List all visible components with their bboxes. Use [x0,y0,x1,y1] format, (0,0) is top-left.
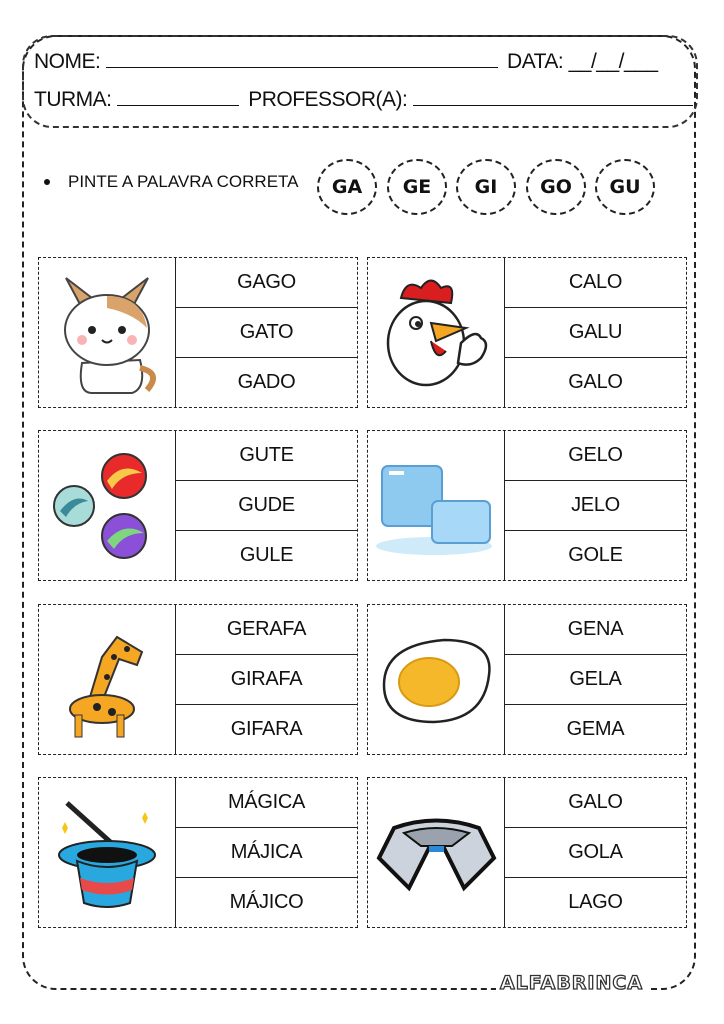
instruction [44,172,299,192]
word-card [367,604,687,755]
word-options [175,258,357,407]
marbles-icon [39,431,175,580]
name-line [34,49,658,74]
rooster-icon [368,258,504,407]
word-card [38,257,358,408]
word-options [175,778,357,927]
word-option[interactable]: CALO [505,258,686,308]
brand-logo: ALFABRINCA [496,972,647,994]
word-card [38,430,358,581]
word-options [175,605,357,754]
syllable-ga: GA [317,159,377,215]
name-field[interactable] [106,49,498,68]
word-option[interactable]: GIRAFA [176,655,357,705]
word-card [367,257,687,408]
class-line [34,87,693,112]
word-options [504,778,686,927]
word-option[interactable]: MÁJICO [229,891,304,913]
name-label: NOME: [34,50,101,73]
word-option[interactable]: MÁGICA [176,778,357,828]
giraffe-icon [39,605,175,754]
word-option[interactable]: GUTE [176,431,357,481]
date-field[interactable]: __/__/___ [568,50,658,73]
word-option[interactable]: GOLA [505,828,686,878]
word-options [504,605,686,754]
class-label: TURMA: [34,88,112,111]
word-option[interactable]: LAGO [568,891,623,913]
student-info-box [22,35,698,128]
word-option[interactable]: GATO [176,308,357,358]
word-option[interactable]: GAGO [176,258,357,308]
cat-icon [39,258,175,407]
word-option[interactable]: JELO [505,481,686,531]
word-option[interactable]: GALU [505,308,686,358]
class-field[interactable] [117,87,239,106]
teacher-field[interactable] [413,87,693,106]
word-option[interactable]: GADO [237,371,296,393]
magic-hat-icon [39,778,175,927]
word-option[interactable]: GUDE [176,481,357,531]
word-option[interactable]: GULE [239,544,294,566]
word-option[interactable]: GALO [505,778,686,828]
word-card [38,777,358,928]
teacher-label: PROFESSOR(A): [248,88,408,111]
collar-icon [368,778,504,927]
word-option[interactable]: GERAFA [176,605,357,655]
word-options [175,431,357,580]
syllable-go: GO [526,159,586,215]
word-option[interactable]: MÁJICA [176,828,357,878]
word-option[interactable]: GALO [568,371,623,393]
syllable-gi: GI [456,159,516,215]
word-options [504,431,686,580]
word-card [367,430,687,581]
word-option[interactable]: GELO [505,431,686,481]
egg-icon [368,605,504,754]
word-option[interactable]: GIFARA [230,718,303,740]
ice-icon [368,431,504,580]
word-options [504,258,686,407]
word-option[interactable]: GELA [505,655,686,705]
word-card [367,777,687,928]
syllable-ge: GE [387,159,447,215]
bullet-icon [44,179,50,185]
date-label: DATA: [507,50,564,73]
syllable-gu: GU [595,159,655,215]
word-option[interactable]: GENA [505,605,686,655]
word-card [38,604,358,755]
instruction-text: PINTE A PALAVRA CORRETA [68,172,299,191]
word-option[interactable]: GEMA [566,718,625,740]
word-option[interactable]: GOLE [568,544,623,566]
